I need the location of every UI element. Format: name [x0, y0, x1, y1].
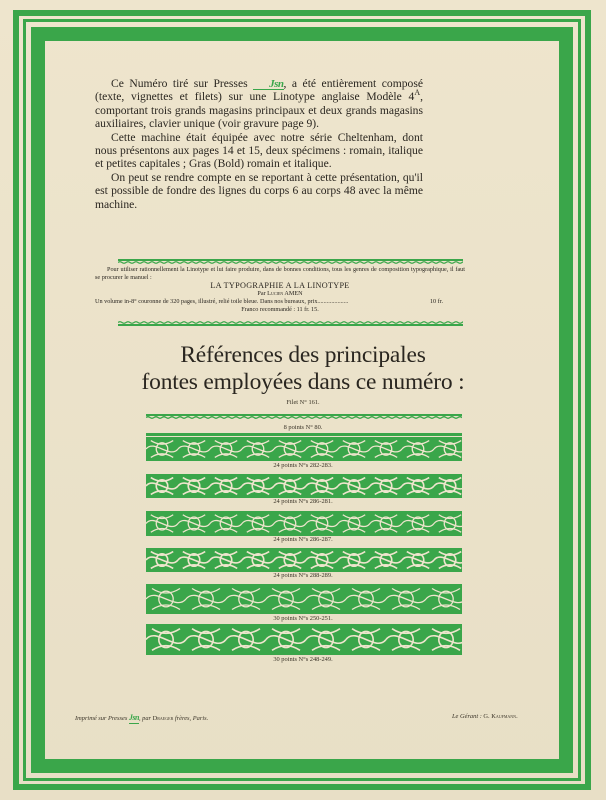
ornament-band-24pt-1 — [146, 437, 462, 461]
ornament-band-24pt-2 — [146, 474, 462, 498]
ornament-band-30pt-1 — [146, 584, 462, 614]
intro-paragraph-1: Ce Numéro tiré sur Presses Jsn, a été entièrement composé (texte, vignettes et filets) sur une Linotype anglaise Modèle $4^A$, comportant trois grands magasins principaux et deux grands magasins auxiliaires, clavier unique (voir gravure page 9). — [95, 77, 423, 131]
ornament-band-30pt-2 — [146, 624, 462, 655]
references-title-line-2: fontes employées dans ce numéro : — [141, 369, 465, 395]
caption-8pt: 8 points N° 80. — [283, 424, 323, 431]
caption-filet: Filet N° 161. — [286, 399, 320, 406]
ornament-band-24pt-3 — [146, 511, 462, 536]
caption-24pt-2: 24 points N°s 286-281. — [273, 498, 333, 505]
ornament-band-24pt-4 — [146, 548, 462, 572]
book-description: Un volume in-8° couronne de 320 pages, illustré, relié toile bleue. Dans nos bureaux, prix.................... 10 fr. — [95, 298, 465, 306]
franco-price: Franco recommandé : 11 fr. 15. — [241, 306, 319, 313]
references-title — [60, 342, 546, 396]
wavy-rule-bottom — [118, 321, 463, 327]
presses-logo: Jsn — [253, 79, 283, 90]
imprint-line: Imprimé sur Presses Jsn, par Draeger frères, Paris. — [75, 713, 209, 722]
references-title-line-1: Références des principales — [180, 342, 426, 368]
book-author: Par Lucien AMEN — [257, 290, 303, 297]
intro-paragraph-2: Cette machine était équipée avec notre série Cheltenham, dont nous présentons aux pages 14 et 15, deux spécimens : romain, italique et petites capitales ; Gras (Bold) romain et italique. — [95, 130, 423, 171]
intro-text — [95, 77, 423, 211]
caption-24pt-1: 24 points N°s 282-283. — [273, 462, 333, 469]
filet-161-ornament — [146, 411, 462, 419]
caption-24pt-3: 24 points N°s 286-287. — [273, 536, 333, 543]
book-title: LA TYPOGRAPHIE A LA LINOTYPE — [210, 281, 350, 290]
gerant-line: Le Gérant : G. Kaufmann. — [452, 713, 518, 720]
caption-30pt-1: 30 points N°s 250-251. — [273, 615, 333, 622]
intro-paragraph-3: On peut se rendre compte en se reportant à cette présentation, qu'il est possible de fondre des lignes du corps 6 au corps 48 avec la même machine. — [95, 170, 423, 211]
caption-30pt-2: 30 points N°s 248-249. — [273, 656, 333, 663]
wavy-rule-top — [118, 258, 463, 264]
presses-logo-small: Jsn — [128, 713, 139, 722]
caption-24pt-4: 24 points N°s 288-289. — [273, 572, 333, 579]
book-price: 10 fr. — [429, 298, 443, 305]
note-intro: Pour utiliser rationnellement la Linotype et lui faire produire, dans de bonnes conditions, tous les genres de composition typographique, il faut se procurer le manuel : — [95, 266, 465, 281]
manual-note — [95, 266, 465, 314]
